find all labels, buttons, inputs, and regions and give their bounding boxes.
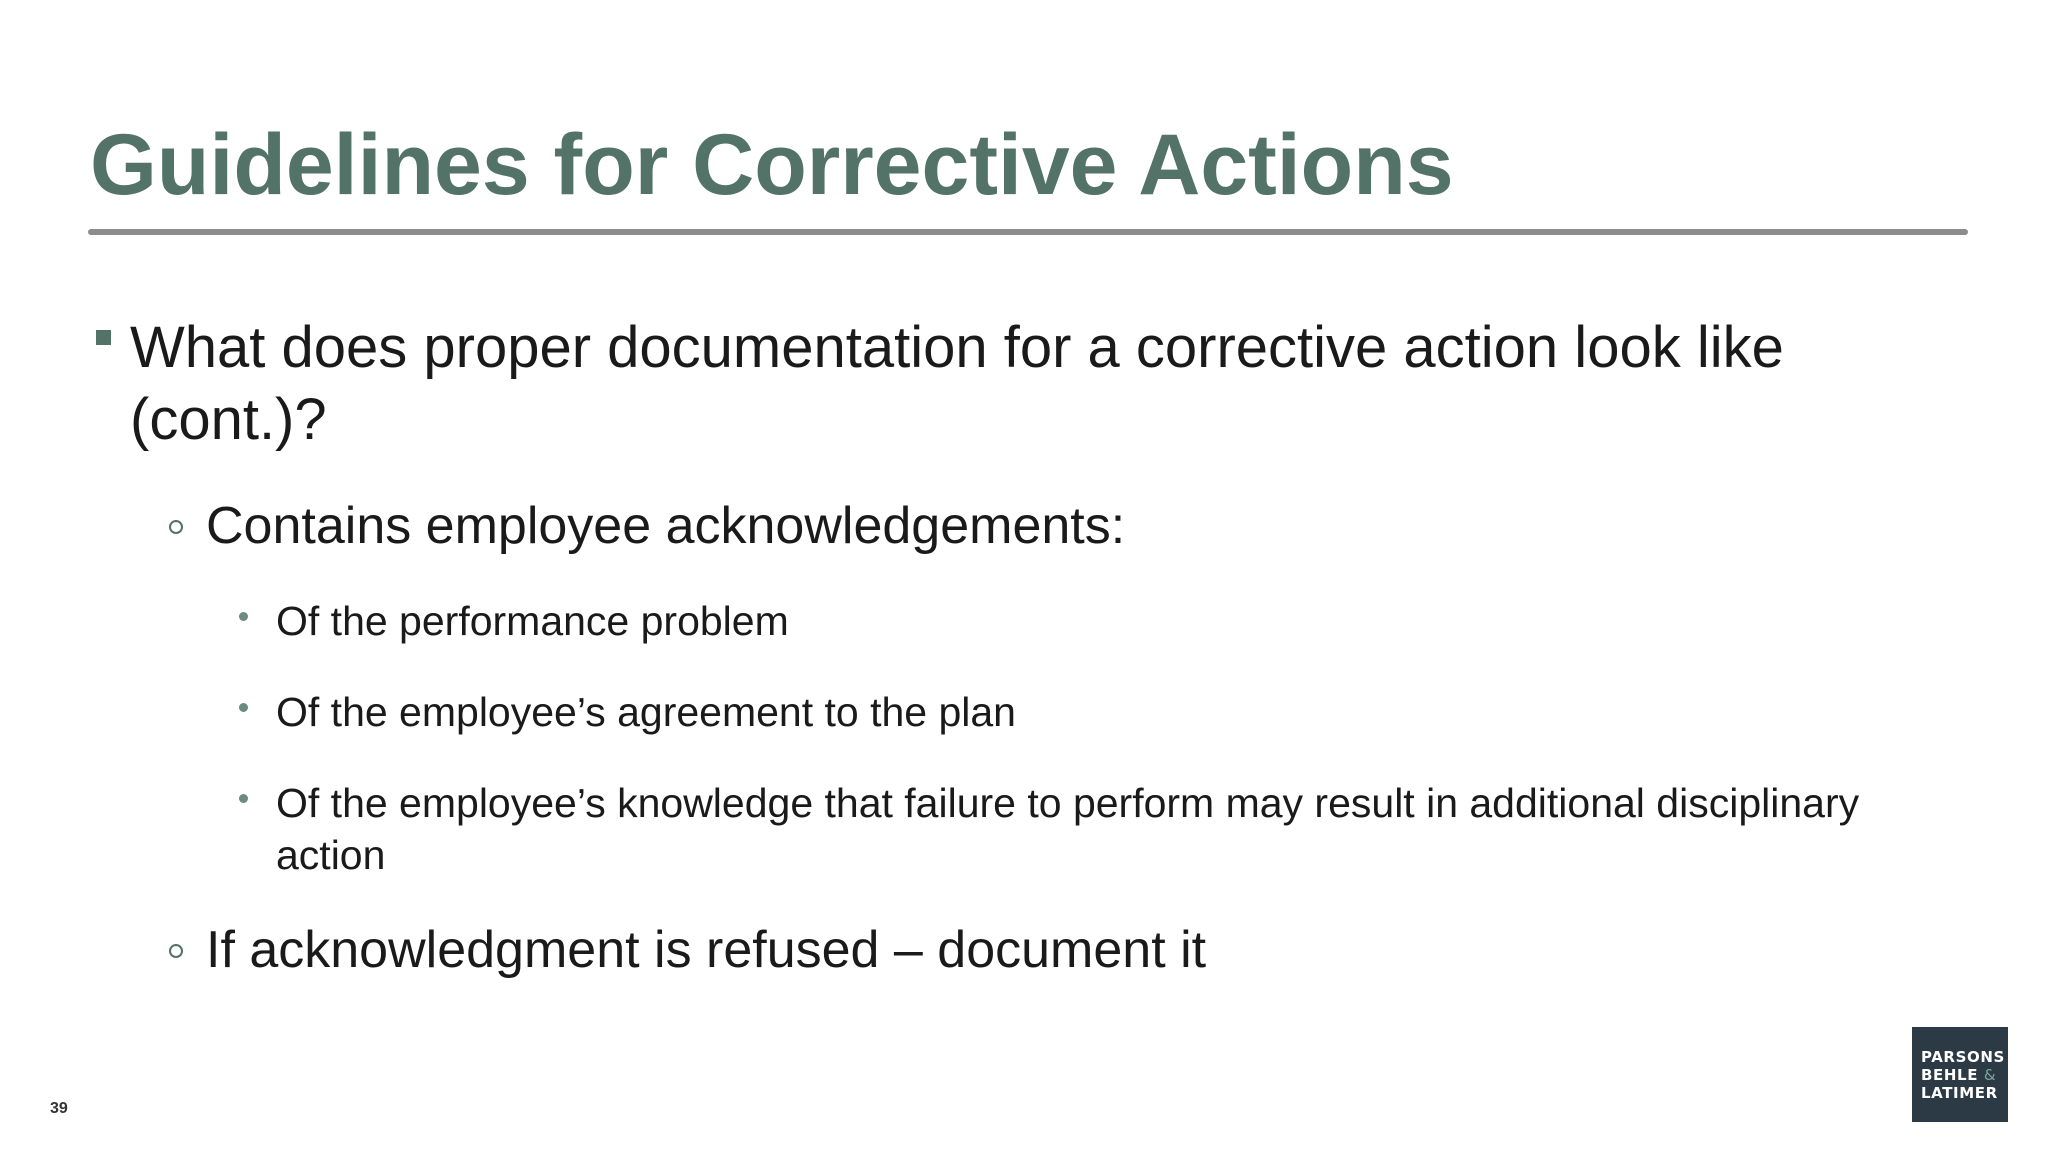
sub-bullet: If acknowledgment is refused – document it bbox=[206, 921, 1207, 979]
logo-line-3: LATIMER bbox=[1921, 1084, 1998, 1102]
sub-sub-bullet: Of the employee’s knowledge that failure to perform may result in additional disciplinary action bbox=[276, 780, 1860, 878]
page-number: 39 bbox=[50, 1100, 68, 1117]
circle-bullet-icon bbox=[169, 944, 183, 958]
dot-bullet-icon bbox=[239, 612, 248, 621]
circle-bullet-icon bbox=[169, 520, 183, 534]
logo-ampersand: & bbox=[1983, 1066, 1997, 1084]
logo-line-2 bbox=[1921, 1066, 2008, 1084]
sub-sub-bullet: Of the employee’s agreement to the plan bbox=[276, 689, 1016, 735]
dot-bullet-icon bbox=[239, 703, 248, 712]
sub-sub-bullet: Of the performance problem bbox=[276, 598, 789, 644]
dot-bullet-icon bbox=[239, 794, 248, 803]
main-bullet: What does proper documentation for a corrective action look like (cont.)? bbox=[130, 315, 1784, 452]
square-bullet-icon bbox=[96, 330, 111, 345]
company-logo bbox=[1912, 1027, 2008, 1122]
logo-text-behle: BEHLE bbox=[1921, 1066, 1979, 1084]
slide-title: Guidelines for Corrective Actions bbox=[90, 117, 1454, 213]
sub-bullet: Contains employee acknowledgements: bbox=[206, 497, 1126, 555]
logo-line-1: PARSONS bbox=[1921, 1048, 2005, 1066]
